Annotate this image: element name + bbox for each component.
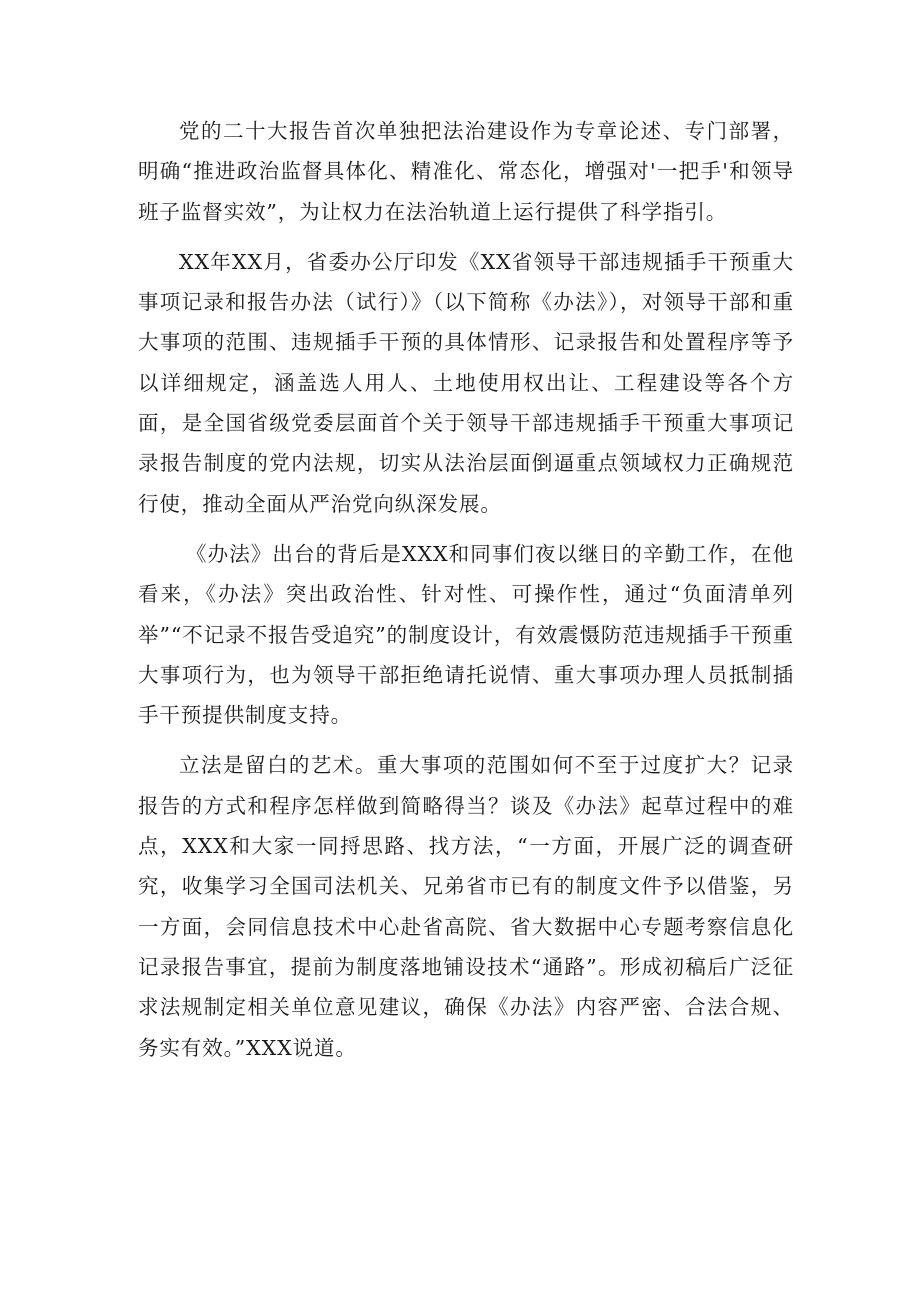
paragraph-4: 立法是留白的艺术。重大事项的范围如何不至于过度扩大？记录报告的方式和程序怎样做到简略得当？谈及《办法》起草过程中的难点，XXX和大家一同捋思路、找方法，“一方面，开展广泛的调查研究，收集学习全国司法机关、兄弟省市已有的制度文件予以借鉴，另一方面，会同信息技术中心赴省高院、省大数据中心专题考察信息化记录报告事宜，提前为制度落地铺设技术“通路”。形成初稿后广泛征求法规制定相关单位意见建议，确保《办法》内容严密、合法合规、务实有效。”XXX说道。 bbox=[138, 753, 794, 1060]
document-body bbox=[138, 111, 794, 1078]
paragraph-2: XX年XX月，省委办公厅印发《XX省领导干部违规插手干预重大事项记录和报告办法（试行）》（以下简称《办法》），对领导干部和重大事项的范围、违规插手干预的具体情形、记录报告和处置程序等予以详细规定，涵盖选人用人、土地使用权出让、工程建设等各个方面，是全国省级党委层面首个关于领导干部违规插手干预重大事项记录报告制度的党内法规，切实从法治层面倒逼重点领域权力正确规范行使，推动全面从严治党向纵深发展。 bbox=[138, 249, 794, 516]
paragraph-1: 党的二十大报告首次单独把法治建设作为专章论述、专门部署，明确“推进政治监督具体化、精准化、常态化，增强对'一把手'和领导班子监督实效”，为让权力在法治轨道上运行提供了科学指引。 bbox=[138, 119, 794, 224]
paragraph-3: 《办法》出台的背后是XXX和同事们夜以继日的辛勤工作，在他看来，《办法》突出政治性、针对性、可操作性，通过“负面清单列举”“不记录不报告受追究”的制度设计，有效震慑防范违规插手干预重大事项行为，也为领导干部拒绝请托说情、重大事项办理人员抵制插手干预提供制度支持。 bbox=[138, 541, 794, 728]
